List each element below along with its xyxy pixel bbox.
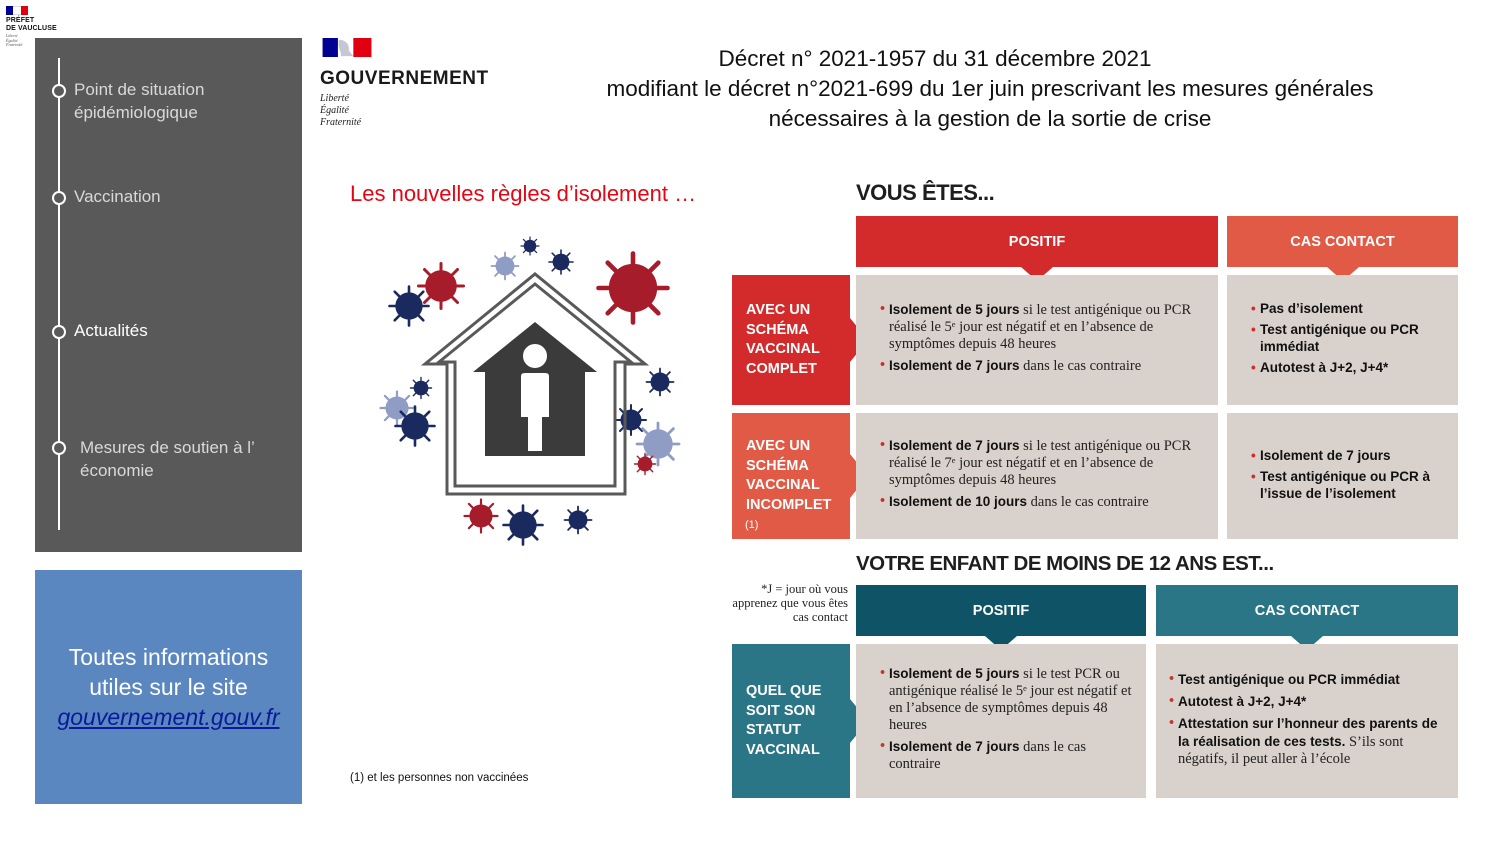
timeline-dot-icon xyxy=(52,191,66,205)
prefet-motto: Liberté Égalité Fraternité xyxy=(6,33,23,47)
col-header-cas-contact: CAS CONTACT xyxy=(1227,216,1458,267)
gouvernement-title: GOUVERNEMENT xyxy=(320,68,489,89)
timeline-dot-icon xyxy=(52,84,66,98)
timeline-dot-icon xyxy=(52,325,66,339)
cell-enfant-contact: • Test antigénique ou PCR immédiat • Autotest à J+2, J+4* • Attestation sur l’honneur des parents de la réalisation de ces tests. S’ils sont négatifs, il peut aller à l’école xyxy=(1156,644,1458,798)
sidebar-item-label: Point de situation épidémiologique xyxy=(74,80,205,122)
cell-complet-positif: • Isolement de 5 jours si le test antigénique ou PCR réalisé le 5ᵉ jour est négatif et en l’absence de symptômes depuis 48 heures • Isolement de 7 jours dans le cas contraire xyxy=(856,275,1218,405)
isolation-house-illustration xyxy=(375,232,695,552)
timeline-line xyxy=(58,58,60,530)
info-box-line: utiles sur le site xyxy=(89,674,248,700)
gouvernement-link[interactable]: gouvernement.gouv.fr xyxy=(57,704,280,730)
j-note: *J = jour où vous apprenez que vous êtes cas contact xyxy=(732,582,848,624)
cell-enfant-positif: • Isolement de 5 jours si le test PCR ou antigénique réalisé le 5ᵉ jour est négatif et en l’absence de symptômes depuis 48 heures • Isolement de 7 jours dans le cas contraire xyxy=(856,644,1146,798)
sidebar-item-label: Vaccination xyxy=(74,187,161,206)
row-header-incomplet: AVEC UN SCHÉMA VACCINAL INCOMPLET (1) xyxy=(732,413,850,539)
col-header-positif: POSITIF xyxy=(856,216,1218,267)
info-box-line: Toutes informations xyxy=(68,644,269,670)
isolation-rules-infographic xyxy=(728,178,1464,808)
prefet-name: PRÉFET DE VAUCLUSE xyxy=(6,17,57,32)
heading-adult: VOUS ÊTES... xyxy=(856,180,995,205)
french-flag-icon xyxy=(6,6,28,15)
cell-complet-contact: • Pas d’isolement • Test antigénique ou PCR immédiat • Autotest à J+2, J+4* xyxy=(1227,275,1458,405)
gouvernement-motto: Liberté Égalité Fraternité xyxy=(320,93,362,128)
timeline-dot-icon xyxy=(52,441,66,455)
cell-incomplet-positif: • Isolement de 7 jours si le test antigénique ou PCR réalisé le 7ᵉ jour est négatif et en l’absence de symptômes depuis 48 heures • Isolement de 10 jours dans le cas contraire xyxy=(856,413,1218,539)
child-col-header-positif: POSITIF xyxy=(856,585,1146,636)
row-header-enfant: QUEL QUE SOIT SON STATUT VACCINAL xyxy=(732,644,850,798)
sidebar-item-label: Actualités xyxy=(74,321,148,340)
heading-child: VOTRE ENFANT DE MOINS DE 12 ANS EST... xyxy=(856,552,1274,575)
decret-title: Décret n° 2021-1957 du 31 décembre 2021 modifiant le décret n°2021-699 du 1er juin prescrivant les mesures générales nécessaires à la gestion de la sortie de crise xyxy=(606,46,1374,131)
child-col-header-cas-contact: CAS CONTACT xyxy=(1156,585,1458,636)
sidebar-nav xyxy=(35,38,302,552)
gouvernement-logo xyxy=(320,38,489,129)
cell-incomplet-contact: • Isolement de 7 jours • Test antigénique ou PCR à l’issue de l’isolement xyxy=(1227,413,1458,539)
marianne-flag-icon xyxy=(320,38,374,57)
row-header-complet: AVEC UN SCHÉMA VACCINAL COMPLET xyxy=(732,275,850,405)
section-subtitle: Les nouvelles règles d’isolement … xyxy=(350,181,697,206)
info-box xyxy=(35,570,302,804)
footnote: (1) et les personnes non vaccinées xyxy=(350,772,529,784)
sidebar-item-label: Mesures de soutien à l’ économie xyxy=(80,438,255,480)
